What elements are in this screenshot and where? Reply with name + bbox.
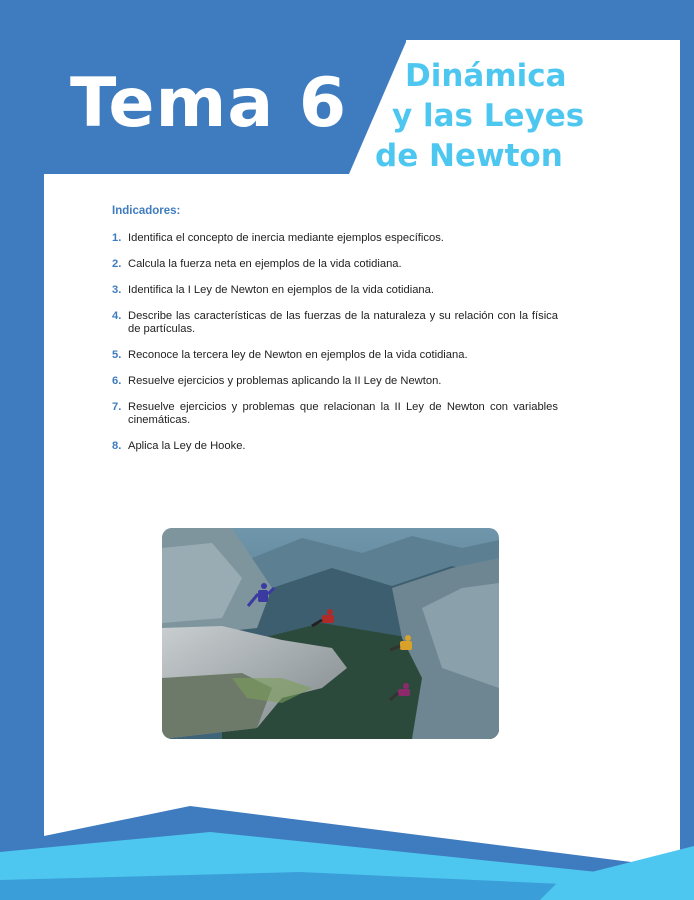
indicator-item [112,375,558,388]
indicator-item [112,232,558,245]
cliff-jumpers-photo [162,528,499,739]
indicator-item [112,310,558,336]
indicator-text: Identifica el concepto de inercia mediante ejemplos específicos. [128,232,444,244]
indicator-text: Reconoce la tercera ley de Newton en ejemplos de la vida cotidiana. [128,349,468,361]
chapter-subtitle-line-2: y las Leyes [392,98,585,134]
indicator-text: Identifica la I Ley de Newton en ejemplos de la vida cotidiana. [128,284,434,296]
indicator-number: 8. [112,440,122,452]
indicators-list [112,232,558,466]
chapter-title: Tema 6 [70,64,348,143]
indicator-item [112,349,558,362]
indicator-number: 3. [112,284,122,296]
indicator-item [112,284,558,297]
indicator-number: 4. [112,310,122,322]
indicator-number: 1. [112,232,122,244]
indicators-heading: Indicadores: [112,205,181,217]
indicator-text: Calcula la fuerza neta en ejemplos de la vida cotidiana. [128,258,402,270]
indicator-number: 6. [112,375,122,387]
indicator-text: Resuelve ejercicios y problemas que relacionan la II Ley de Newton con variables cinemáticas. [128,401,558,426]
indicator-item [112,401,558,427]
indicator-item [112,440,558,453]
indicator-number: 2. [112,258,122,270]
indicator-text: Resuelve ejercicios y problemas aplicando la II Ley de Newton. [128,375,442,387]
indicator-number: 5. [112,349,122,361]
indicator-item [112,258,558,271]
indicator-number: 7. [112,401,122,413]
chapter-subtitle-line-1: Dinámica [405,58,567,94]
indicator-text: Aplica la Ley de Hooke. [128,440,246,452]
indicator-text: Describe las características de las fuerzas de la naturaleza y su relación con la física de partículas. [128,310,558,335]
chapter-subtitle-line-3: de Newton [375,138,563,174]
